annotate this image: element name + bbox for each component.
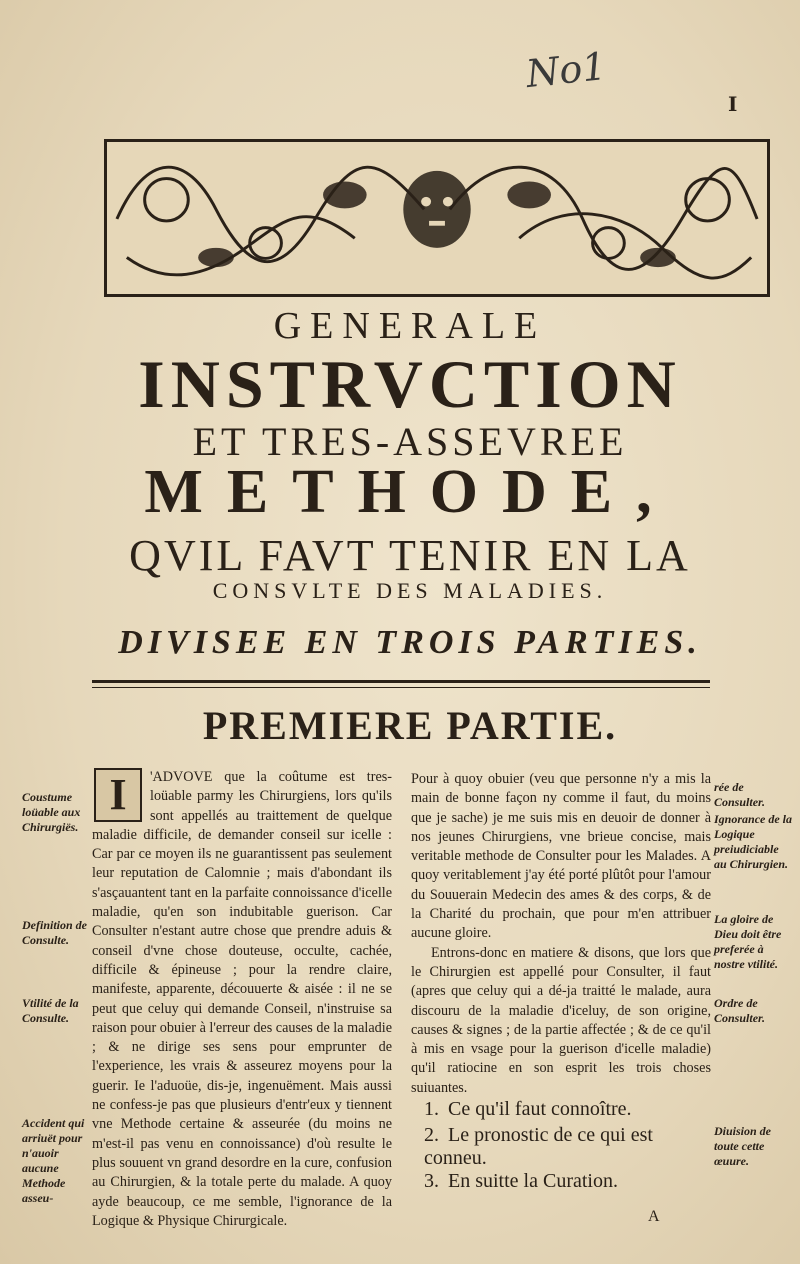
left-column-text: 'ADVOVE que la coûtume est tres-loüable parmy les Chirurgiens, lors qu'ils sont appellés au traittement de quelque maladie difficile, de demander conseil sur icelle : Car par ce moyen ils ne guarantissent pas seulement leur reputation de Calomnie ; mais d'abondant ils s'asçauantent tant en la parfaite connoissance d'icelle maladie, qu'en son indubitable guerison. Car Consulter n'estant autre chose que prendre aduis & conseil d'vne chose douteuse, occulte, cachée, difficile & épineuse ; pour la rendre claire, manifeste, apparente, découuerte & aisée : il ne se peut que celuy qui demande Conseil, n'instruise sa raison pour obuier à l'erreur des causes de la maladie ; & ne dirige ses sens pour emprunter de l'experience, les vrais & asseurez moyens pour la guerir. Ie l'aduoüe, dis-je, ingenuëment. Mais aussi ne confess-je pas que plusieurs d'entr'eux y tiennent vne Methode certaine & asseurée (du moins ne m'est-il pas venu en connoissance) d'où resulte le plus souuent vn grand desordre en la cure, confusion au Chirurgien, & la totale perte du malade. A quoy ayde beaucoup, ce me semble, l'ignorance de la Logique & Physique Chirurgicale. — [92, 769, 392, 1229]
margin-note-right: Ignorance de la Logique preiudiciable au Chirurgien. — [714, 812, 792, 871]
margin-note-left: Coustume loüable aux Chirurgiës. — [22, 790, 81, 834]
list-text: Ce qu'il faut connoître. — [448, 1098, 632, 1120]
title-line-4: METHODE, — [144, 458, 676, 526]
part-heading: PREMIERE PARTIE. — [202, 703, 618, 748]
list-text: Le pronostic de ce qui est conneu. — [424, 1124, 653, 1169]
title-line-5: QVIL FAVT TENIR EN LA — [129, 531, 691, 580]
ornamental-headpiece — [104, 139, 770, 297]
list-item — [424, 1124, 714, 1170]
margin-note-right: Diuision de toute cette œuure. — [714, 1124, 772, 1168]
title-line-2: INSTRVCTION — [138, 346, 682, 422]
signature-mark: A — [648, 1208, 660, 1225]
title-line-3: ET TRES-ASSEVREE — [192, 419, 628, 464]
page-number: I — [728, 92, 738, 116]
title-division: DIVISEE EN TROIS PARTIES. — [118, 624, 702, 661]
list-item — [424, 1098, 714, 1121]
title-line-6: CONSVLTE DES MALADIES. — [212, 578, 608, 603]
list-item — [424, 1170, 714, 1193]
right-paragraph-2: Entrons-donc en matiere & disons, que lors que le Chirurgien est appellé pour Consulter, il faut (apres que celuy qui a dé-ja traitté le malade, aura discouru de la maladie d'iceluy, de son origine, causes & signes ; de la partie affectée ; & de ce qu'il à mis en vsage pour la guerison d'icelle maladie) qu'il ratiocine en son esprit les trois choses suiuantes. — [411, 944, 711, 1096]
list-number: 2. — [424, 1124, 439, 1146]
right-column — [411, 770, 711, 1098]
title-line-1: GENERALE — [273, 305, 547, 347]
list-number: 3. — [424, 1170, 439, 1192]
margin-note-right: Ordre de Consulter. — [714, 996, 766, 1025]
list-number: 1. — [424, 1098, 439, 1120]
left-column — [92, 768, 392, 1231]
margin-note-right: La gloire de Dieu doit être preferée à nostre vtilité. — [714, 912, 782, 971]
margin-note-right: rée de Consulter. — [714, 780, 766, 809]
margin-note-left: Definition de Consulte. — [22, 918, 87, 947]
list-text: En suitte la Curation. — [448, 1170, 618, 1192]
margin-note-left: Vtilité de la Consulte. — [22, 996, 79, 1025]
divider-rule — [92, 680, 710, 688]
handwritten-number: No1 — [523, 43, 609, 97]
ornament-illustration — [107, 142, 767, 294]
margin-note-left: Accident qui arriuët pour n'auoir aucune Methode asseu- — [22, 1116, 85, 1205]
right-paragraph-1: Pour à quoy obuier (veu que personne n'y a mis la main de bonne façon ny comme il faut, du moins que je sache) je me suis mis en deuoir de donner à nos jeunes Chirurgiens, vne brieue concise, mais veritable methode de Consulter pour les Malades. A quoy veritablement j'ay été porté plûtôt pour l'amour du Souuerain Medecin des ames & des corps, & de la Charité du prochain, que pour m'en attribuer aucune gloire. — [411, 771, 711, 942]
drop-cap: I — [94, 768, 142, 822]
